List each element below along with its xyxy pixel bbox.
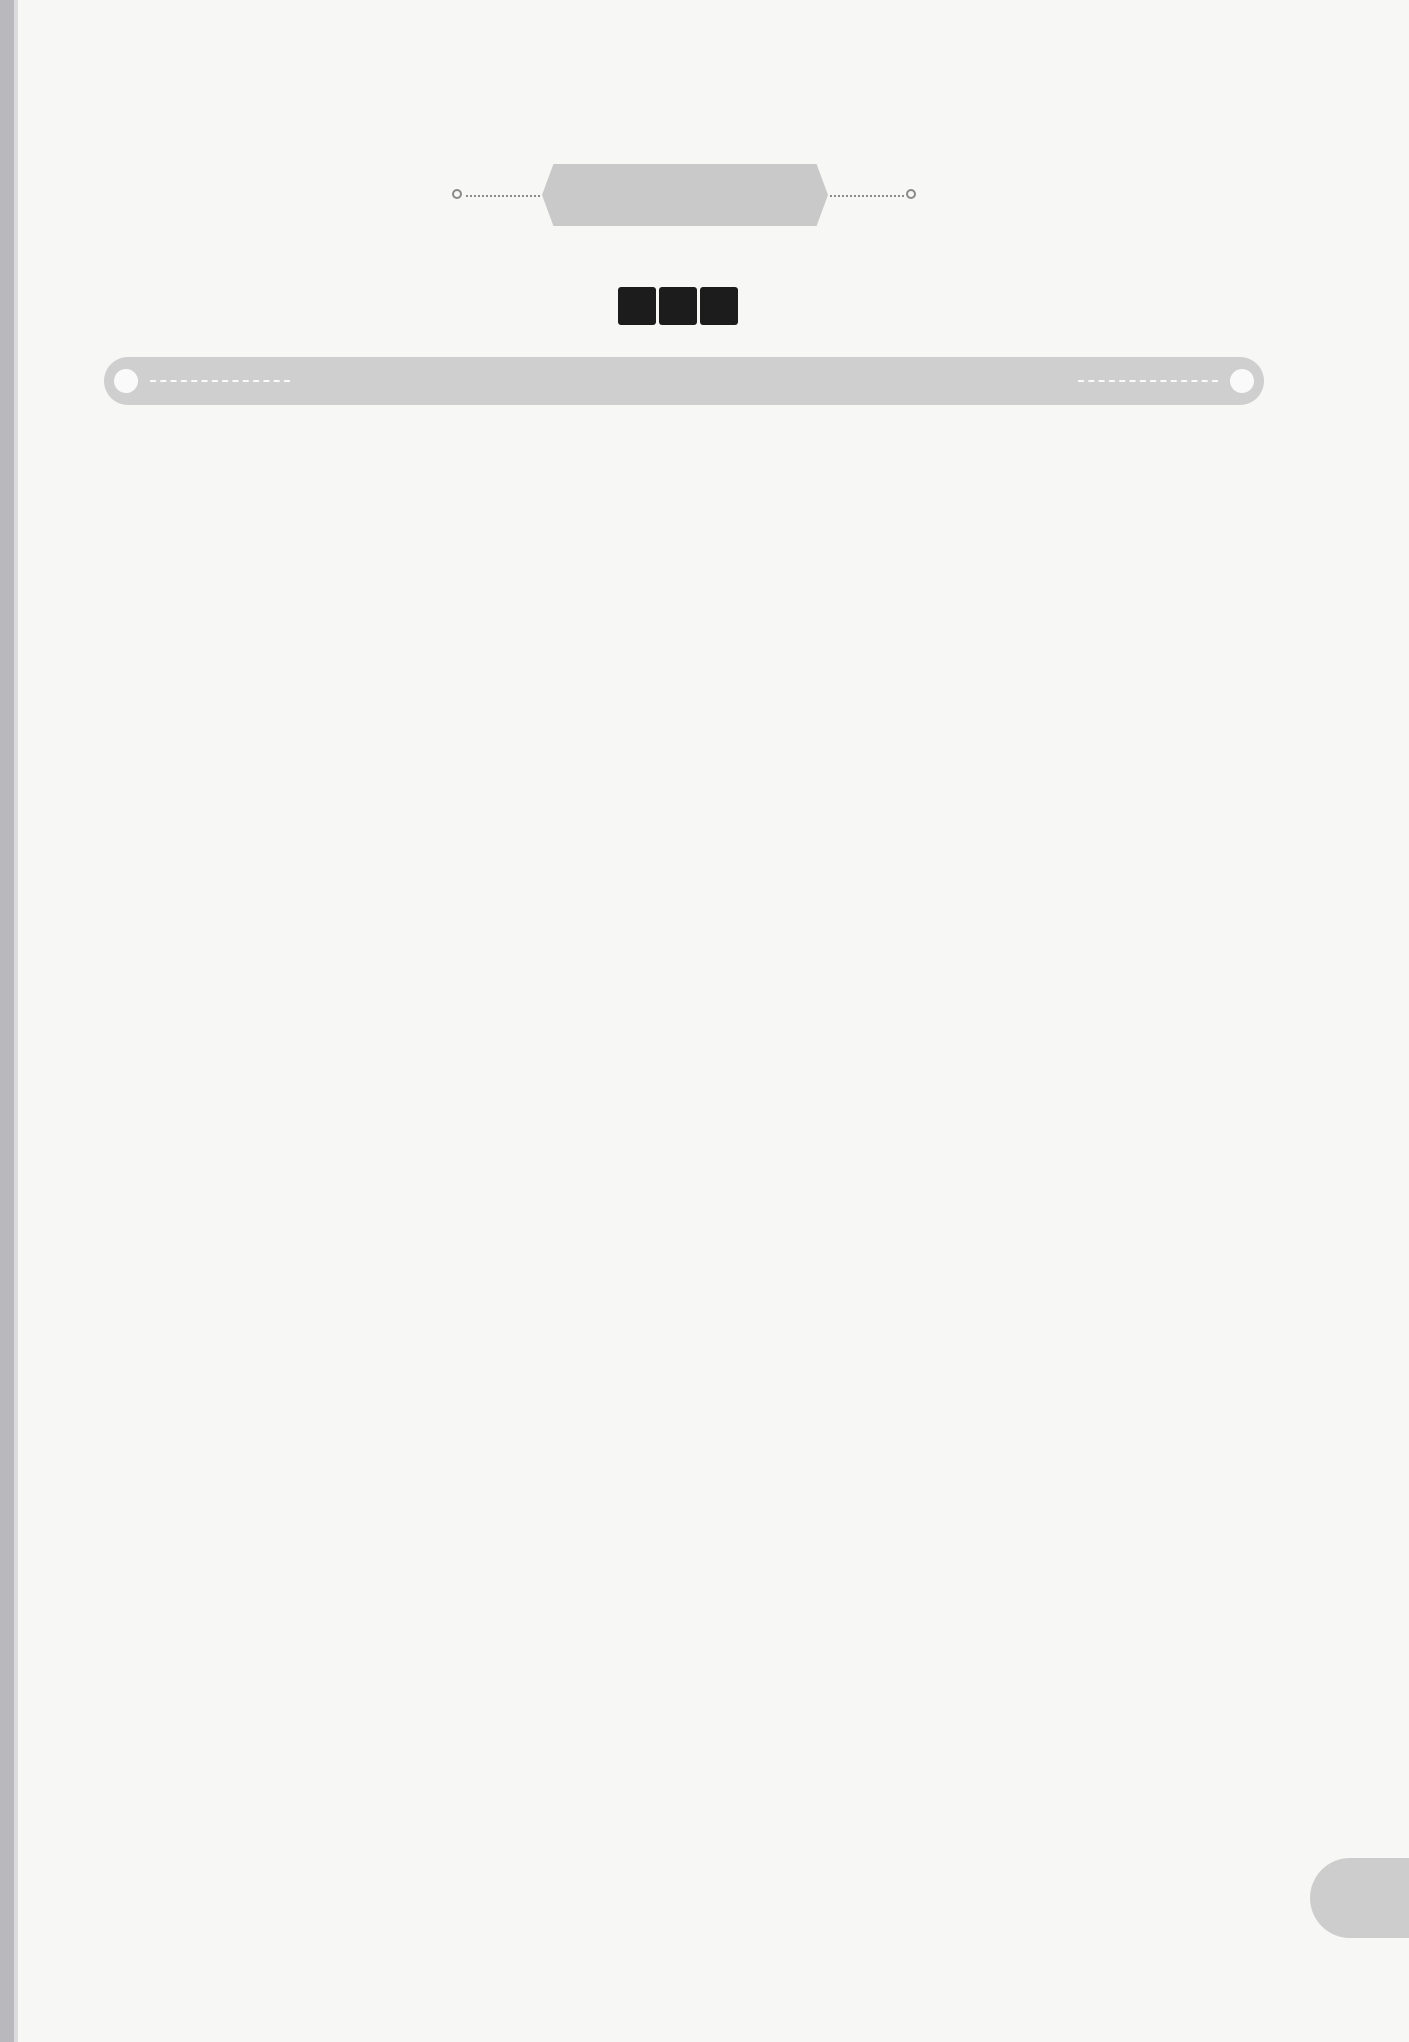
page-binding-shadow (14, 0, 18, 2042)
banner-right-dot (906, 189, 916, 199)
answer-banner (542, 164, 828, 226)
page-number (1310, 1858, 1409, 1938)
banner-right-line (830, 195, 904, 197)
page-binding-edge (0, 0, 14, 2042)
chapter-right-circle (1230, 369, 1254, 393)
chapter-right-dash (1078, 380, 1218, 382)
term-char (618, 287, 656, 325)
chapter-bar (104, 357, 1264, 405)
term-char (700, 287, 738, 325)
banner-left-line (466, 195, 540, 197)
term-label (618, 287, 738, 325)
term-char (659, 287, 697, 325)
banner-left-dot (452, 189, 462, 199)
